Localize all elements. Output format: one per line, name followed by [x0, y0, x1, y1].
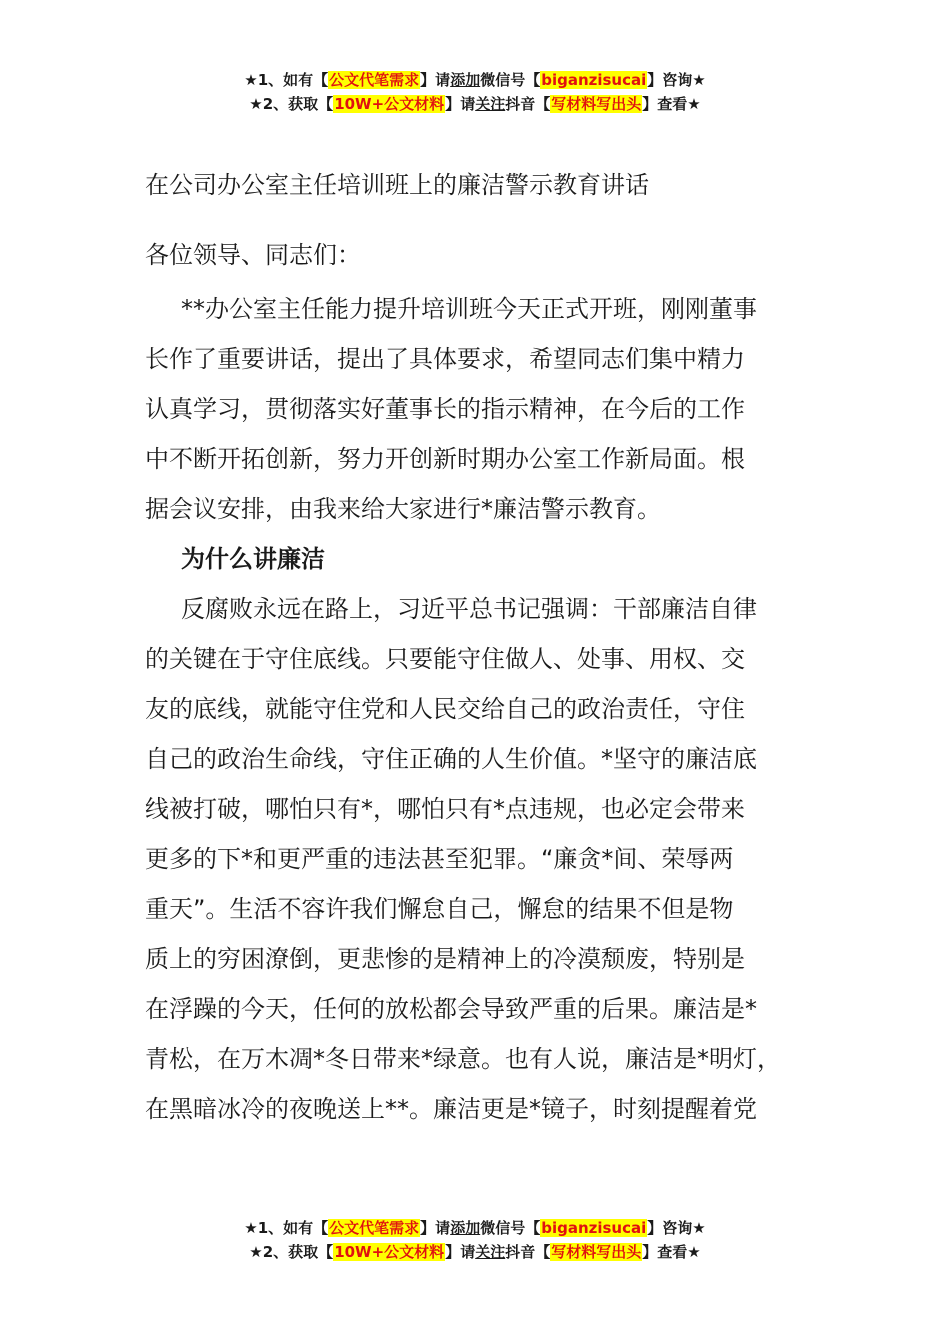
- banner-text: 】请: [445, 1243, 476, 1261]
- footer-banner: [0, 1216, 950, 1264]
- banner-text: ★1、如有【: [244, 71, 329, 89]
- banner-underlined: 关注: [475, 1243, 506, 1261]
- paragraph-line: 质上的穷困潦倒，更悲惨的是精神上的冷漠颓废，特别是: [145, 945, 745, 973]
- paragraph-1: [145, 284, 830, 534]
- banner-highlight: 公文代笔需求: [329, 71, 420, 89]
- banner-highlight: 写材料写出头: [551, 1243, 642, 1261]
- banner-underlined: 添加: [450, 71, 481, 89]
- paragraph-2: [145, 584, 830, 1134]
- document-title: 在公司办公室主任培训班上的廉洁警示教育讲话: [145, 171, 649, 199]
- paragraph-line: 青松，在万木凋*冬日带来*绿意。也有人说，廉洁是*明灯，: [145, 1045, 781, 1073]
- banner-underlined: 添加: [450, 1219, 481, 1237]
- greeting: 各位领导、同志们：: [145, 241, 361, 269]
- paragraph-line: 友的底线，就能守住党和人民交给自己的政治责任，守住: [145, 695, 745, 723]
- banner-line-2: [0, 92, 950, 116]
- paragraph-line: **办公室主任能力提升培训班今天正式开班，刚刚董事: [181, 295, 757, 323]
- header-banner: [0, 68, 950, 116]
- paragraph-line: 据会议安排，由我来给大家进行*廉洁警示教育。: [145, 495, 661, 523]
- paragraph-line: 更多的下*和更严重的违法甚至犯罪。“廉贪*间、荣辱两: [145, 845, 734, 873]
- banner-text: 抖音【: [505, 95, 551, 113]
- banner-highlight: 10W+公文材料: [334, 95, 445, 113]
- banner-text: 】请: [420, 71, 451, 89]
- banner-text: 抖音【: [505, 1243, 551, 1261]
- banner-text: 】咨询★: [647, 1219, 706, 1237]
- section-heading: 为什么讲廉洁: [181, 545, 325, 573]
- paragraph-line: 反腐败永远在路上，习近平总书记强调：干部廉洁自律: [181, 595, 757, 623]
- banner-text: 微信号【: [480, 1219, 541, 1237]
- banner-text: 】查看★: [642, 95, 701, 113]
- banner-text: 】咨询★: [647, 71, 706, 89]
- banner-text: ★2、获取【: [249, 1243, 334, 1261]
- paragraph-line: 认真学习，贯彻落实好董事长的指示精神，在今后的工作: [145, 395, 745, 423]
- banner-text: 】查看★: [642, 1243, 701, 1261]
- paragraph-line: 自己的政治生命线，守住正确的人生价值。*坚守的廉洁底: [145, 745, 757, 773]
- banner-highlight: 写材料写出头: [551, 95, 642, 113]
- document-body: [145, 162, 830, 1134]
- banner-text: ★2、获取【: [249, 95, 334, 113]
- banner-underlined: 关注: [475, 95, 506, 113]
- paragraph-line: 线被打破，哪怕只有*，哪怕只有*点违规，也必定会带来: [145, 795, 745, 823]
- paragraph-line: 中不断开拓创新，努力开创新时期办公室工作新局面。根: [145, 445, 745, 473]
- banner-text: ★1、如有【: [244, 1219, 329, 1237]
- paragraph-line: 的关键在于守住底线。只要能守住做人、处事、用权、交: [145, 645, 745, 673]
- banner-highlight: biganzisucai: [541, 71, 647, 89]
- banner-highlight: biganzisucai: [541, 1219, 647, 1237]
- banner-line-1: [0, 68, 950, 92]
- banner-highlight: 10W+公文材料: [334, 1243, 445, 1261]
- banner-text: 】请: [445, 95, 476, 113]
- banner-line-1: [0, 1216, 950, 1240]
- paragraph-line: 在黑暗冰冷的夜晚送上**。廉洁更是*镜子，时刻提醒着党: [145, 1095, 757, 1123]
- paragraph-line: 在浮躁的今天，任何的放松都会导致严重的后果。廉洁是*: [145, 995, 757, 1023]
- banner-line-2: [0, 1240, 950, 1264]
- paragraph-line: 长作了重要讲话，提出了具体要求，希望同志们集中精力: [145, 345, 745, 373]
- banner-text: 】请: [420, 1219, 451, 1237]
- banner-highlight: 公文代笔需求: [329, 1219, 420, 1237]
- banner-text: 微信号【: [480, 71, 541, 89]
- paragraph-line: 重天”。生活不容许我们懈怠自己，懈怠的结果不但是物: [145, 895, 734, 923]
